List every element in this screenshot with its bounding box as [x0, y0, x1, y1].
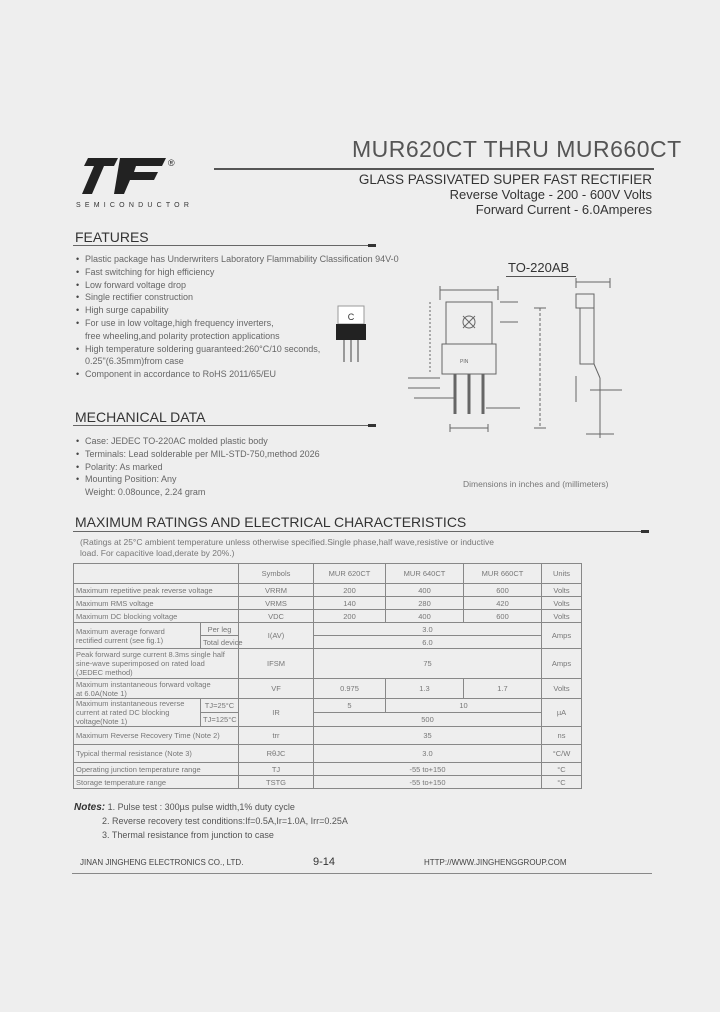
svg-text:C: C	[347, 312, 355, 322]
param-cell: Peak forward surge current 8.3ms single half sine-wave superimposed on rated load (JEDEC method)	[74, 649, 239, 679]
unit-cell: °C/W	[542, 745, 582, 763]
mechanical-rule-end	[368, 424, 376, 427]
feature-item: • Low forward voltage drop	[76, 279, 187, 290]
value-cell: 0.975	[314, 679, 386, 699]
table-row	[74, 679, 582, 699]
feature-item: • Single rectifier construction	[76, 292, 194, 303]
package-label-underline	[506, 276, 576, 277]
table-row	[74, 763, 582, 776]
table-header-col1: MUR 620CT	[314, 564, 386, 584]
table-row	[74, 745, 582, 763]
value-cell: 400	[386, 610, 464, 623]
symbol-cell: IFSM	[239, 649, 314, 679]
symbol-cell: IR	[239, 699, 314, 727]
unit-cell: µA	[542, 699, 582, 727]
table-row	[74, 727, 582, 745]
subtitle-voltage: Reverse Voltage - 200 - 600V Volts	[449, 187, 652, 202]
title-rule	[214, 168, 654, 170]
unit-cell: Volts	[542, 584, 582, 597]
registered-mark: ®	[168, 158, 175, 168]
feature-item: • High surge capability	[76, 305, 169, 316]
value-cell: 3.0	[314, 623, 542, 636]
ratings-table	[73, 563, 582, 789]
logo-text: SEMICONDUCTOR	[76, 202, 194, 209]
value-cell: -55 to+150	[314, 763, 542, 776]
param-cell: Maximum DC blocking voltage	[74, 610, 239, 623]
unit-cell: Volts	[542, 679, 582, 699]
footer-company: JINAN JINGHENG ELECTRONICS CO., LTD.	[80, 858, 244, 867]
ratings-intro	[80, 537, 494, 559]
param-cell: Maximum repetitive peak reverse voltage	[74, 584, 239, 597]
value-cell: 5	[314, 699, 386, 713]
table-row	[74, 597, 582, 610]
symbol-cell: TSTG	[239, 776, 314, 789]
ratings-intro-line-1: (Ratings at 25°C ambient temperature unless otherwise specified.Single phase,half wave,resistive or inductive	[80, 537, 494, 547]
value-cell: 3.0	[314, 745, 542, 763]
param-cell: Storage temperature range	[74, 776, 239, 789]
value-cell: 1.3	[386, 679, 464, 699]
notes-label: Notes:	[74, 802, 106, 813]
value-cell: 6.0	[314, 636, 542, 649]
svg-text:PIN: PIN	[460, 359, 469, 365]
symbol-cell: RθJC	[239, 745, 314, 763]
value-cell: 10	[386, 699, 542, 713]
table-row	[74, 699, 582, 713]
part-title: MUR620CT THRU MUR660CT	[352, 136, 682, 162]
note-1: 1. Pulse test : 300µs pulse width,1% duty cycle	[107, 802, 295, 812]
mechanical-item: • Case: JEDEC TO-220AC molded plastic body	[76, 436, 268, 446]
value-cell: 420	[464, 597, 542, 610]
footer-url[interactable]: HTTP://WWW.JINGHENGGROUP.COM	[424, 858, 567, 867]
features-rule-end	[368, 244, 376, 247]
package-photo	[334, 304, 368, 364]
mechanical-list	[76, 435, 320, 499]
value-cell: 600	[464, 584, 542, 597]
value-cell: 280	[386, 597, 464, 610]
param-cell: Typical thermal resistance (Note 3)	[74, 745, 239, 763]
mechanical-item: • Polarity: As marked	[76, 461, 163, 472]
param-cell: Maximum average forward rectified current (see fig.1)	[74, 623, 201, 649]
symbol-cell: TJ	[239, 763, 314, 776]
condition-cell: TJ=125°C	[201, 713, 239, 727]
features-heading: FEATURES	[75, 229, 149, 245]
value-cell: 1.7	[464, 679, 542, 699]
mechanical-item: • Mounting Position: Any	[76, 474, 177, 485]
param-cell: Maximum instantaneous reverse current at rated DC blocking voltage(Note 1)	[74, 699, 201, 727]
mechanical-heading: MECHANICAL DATA	[75, 409, 206, 425]
mechanical-rule	[73, 425, 376, 426]
feature-item: • Fast switching for high efficiency	[76, 266, 215, 277]
value-cell: 500	[314, 713, 542, 727]
notes	[74, 800, 348, 842]
symbol-cell: I(AV)	[239, 623, 314, 649]
note-3: 3. Thermal resistance from junction to case	[102, 830, 274, 840]
unit-cell: Amps	[542, 623, 582, 649]
unit-cell: Volts	[542, 597, 582, 610]
package-label: TO-220AB	[508, 260, 570, 275]
ratings-intro-line-2: load. For capacitive load,derate by 20%.)	[80, 548, 235, 558]
mechanical-weight: Weight: 0.08ounce, 2.24 gram	[85, 487, 206, 498]
feature-item: • Component in accordance to RoHS 2011/65/EU	[76, 369, 276, 380]
condition-cell: Per leg	[201, 623, 239, 636]
value-cell: 400	[386, 584, 464, 597]
unit-cell: Amps	[542, 649, 582, 679]
param-cell: Operating junction temperature range	[74, 763, 239, 776]
value-cell: 35	[314, 727, 542, 745]
condition-cell: TJ=25°C	[201, 699, 239, 713]
ratings-heading: MAXIMUM RATINGS AND ELECTRICAL CHARACTERISTICS	[75, 514, 467, 530]
table-row	[74, 649, 582, 679]
table-row	[74, 776, 582, 789]
value-cell: 200	[314, 584, 386, 597]
footer-page: 9-14	[313, 856, 336, 868]
package-caption: Dimensions in inches and (millimeters)	[463, 479, 609, 489]
param-cell: Maximum Reverse Recovery Time (Note 2)	[74, 727, 239, 745]
value-cell: 600	[464, 610, 542, 623]
unit-cell: °C	[542, 776, 582, 789]
feature-item-cont: 0.25"(6.35mm)from case	[85, 356, 184, 367]
note-2: 2. Reverse recovery test conditions:If=0.5A,Ir=1.0A, Irr=0.25A	[102, 816, 348, 826]
value-cell: 75	[314, 649, 542, 679]
ratings-rule-end	[641, 530, 649, 533]
symbol-cell: VRRM	[239, 584, 314, 597]
symbol-cell: VDC	[239, 610, 314, 623]
table-header-col3: MUR 660CT	[464, 564, 542, 584]
features-rule	[73, 245, 376, 246]
symbol-cell: trr	[239, 727, 314, 745]
table-header-symbols: Symbols	[239, 564, 314, 584]
footer-rule	[72, 873, 652, 874]
param-cell: Maximum RMS voltage	[74, 597, 239, 610]
symbol-cell: VRMS	[239, 597, 314, 610]
package-outline-drawing	[400, 278, 630, 444]
feature-item: • High temperature soldering guaranteed:260°C/10 seconds,	[76, 343, 321, 354]
company-logo	[74, 156, 174, 200]
unit-cell: °C	[542, 763, 582, 776]
table-header-units: Units	[542, 564, 582, 584]
value-cell: 200	[314, 610, 386, 623]
unit-cell: Volts	[542, 610, 582, 623]
value-cell: 140	[314, 597, 386, 610]
feature-item-cont: free wheeling,and polarity protection applications	[85, 330, 280, 341]
table-row	[74, 610, 582, 623]
mechanical-item: • Terminals: Lead solderable per MIL-STD-750,method 2026	[76, 448, 320, 459]
subtitle-current: Forward Current - 6.0Amperes	[475, 202, 652, 217]
table-header-param	[74, 564, 239, 584]
condition-cell: Total device	[201, 636, 239, 649]
subtitle-type: GLASS PASSIVATED SUPER FAST RECTIFIER	[358, 172, 652, 187]
feature-item: • Plastic package has Underwriters Laboratory Flammability Classification 94V-0	[76, 254, 399, 264]
table-header-col2: MUR 640CT	[386, 564, 464, 584]
table-header-row	[74, 564, 582, 584]
table-row	[74, 623, 582, 636]
feature-item: • For use in low voltage,high frequency inverters,	[76, 317, 274, 328]
param-cell: Maximum instantaneous forward voltage at 6.0A(Note 1)	[74, 679, 239, 699]
unit-cell: ns	[542, 727, 582, 745]
value-cell: -55 to+150	[314, 776, 542, 789]
ratings-rule	[73, 531, 648, 532]
table-row	[74, 584, 582, 597]
symbol-cell: VF	[239, 679, 314, 699]
